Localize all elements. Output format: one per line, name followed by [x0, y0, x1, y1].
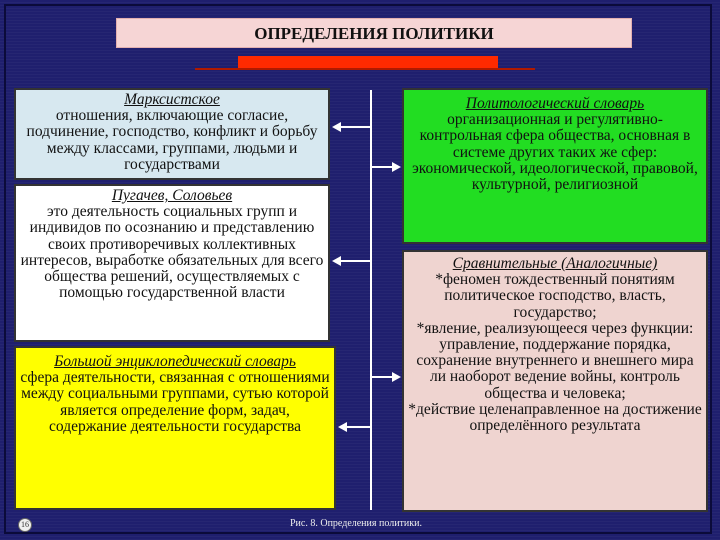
- title-underline-line: [195, 68, 535, 70]
- encyclopedic-heading: Большой энциклопедический словарь: [54, 353, 296, 370]
- page-number-badge: 16: [18, 518, 32, 532]
- pugachev-text: это деятельность социальных групп и индивидов по осознанию и представлению своих противоречивых коллективных интересов, выработке обязательных для всего общества решений, осуществляемых с помощью государственной власти: [20, 203, 324, 302]
- arrow-left-icon: [338, 422, 347, 432]
- comparative-item: *действие целенаправленное на достижение определённого результата: [408, 400, 702, 435]
- comparative-item: *явление, реализующееся через функции: управление, поддержание порядка, сохранение внутреннего и внешнего мира ли наоборот ведение войны, контроль общества и человека;: [416, 319, 694, 402]
- pugachev-definition-box: [14, 184, 330, 342]
- arrow-right-icon: [392, 162, 401, 172]
- marxist-heading: Марксистское: [124, 91, 220, 108]
- marxist-text: отношения, включающие согласие, подчинение, господство, конфликт и борьбу между классами, группами, людьми и государствами: [26, 107, 318, 173]
- central-connector-line: [370, 90, 372, 510]
- encyclopedic-text: сфера деятельности, связанная с отношениями между социальными группами, сутью которой является определение форм, задач, содержание деятельности государства: [20, 369, 330, 435]
- arrow-left-icon: [332, 122, 341, 132]
- comparative-definition-box: [402, 250, 708, 512]
- comparative-heading: Сравнительные (Аналогичные): [452, 255, 658, 272]
- connector-marxist: [340, 126, 371, 128]
- arrow-right-icon: [392, 372, 401, 382]
- politological-definition-box: [402, 88, 708, 244]
- connector-comparative: [371, 376, 393, 378]
- slide-title: ОПРЕДЕЛЕНИЯ ПОЛИТИКИ: [116, 18, 632, 48]
- connector-encyclopedic: [346, 426, 371, 428]
- connector-politological: [371, 166, 393, 168]
- connector-pugachev: [340, 260, 371, 262]
- arrow-left-icon: [332, 256, 341, 266]
- figure-caption: Рис. 8. Определения политики.: [290, 518, 422, 529]
- politological-text: организационная и регулятивно-контрольная сфера общества, основная в системе других таких же сфер: экономической, идеологической, правовой, культурной, религиозной: [412, 111, 698, 194]
- marxist-definition-box: [14, 88, 330, 180]
- pugachev-heading: Пугачев, Соловьев: [111, 187, 233, 204]
- encyclopedic-definition-box: [14, 346, 336, 510]
- politological-heading: Политологический словарь: [465, 95, 645, 112]
- comparative-item: *феномен тождественный понятиям политическое господство, власть, государство;: [435, 271, 675, 321]
